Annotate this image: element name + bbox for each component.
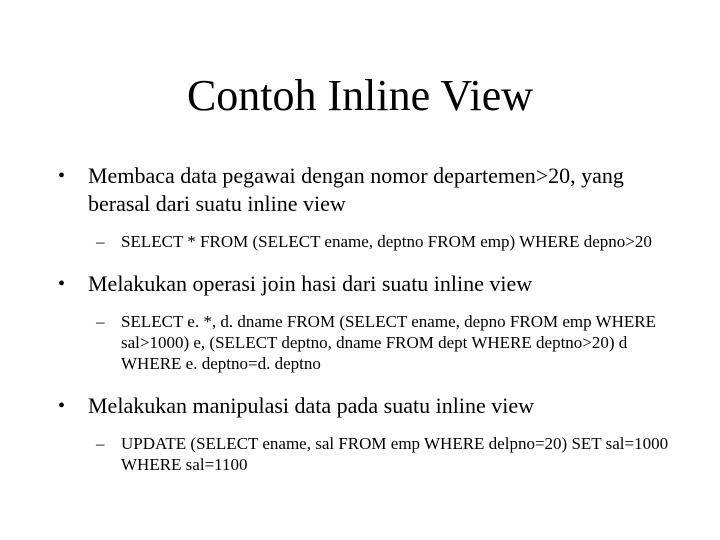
bullet-item-2 [58, 270, 678, 298]
bullet-marker: • [58, 165, 66, 187]
sub-text: SELECT e. *, d. dname FROM (SELECT ename, depno FROM emp WHERE sal>1000) e, (SELECT deptno, dname FROM dept WHERE deptno>20) d WHERE e. deptno=d. deptno [121, 312, 656, 373]
dash-marker: – [96, 232, 105, 251]
bullet-text: Melakukan manipulasi data pada suatu inline view [88, 393, 534, 418]
bullet-text: Melakukan operasi join hasi dari suatu inline view [88, 271, 533, 296]
bullet-marker: • [58, 273, 66, 295]
sub-item-3 [58, 433, 678, 475]
dash-marker: – [96, 434, 105, 453]
bullet-marker: • [58, 395, 66, 417]
bullet-item-3 [58, 392, 678, 420]
sub-item-1 [58, 231, 678, 252]
bullet-text: Membaca data pegawai dengan nomor departemen>20, yang berasal dari suatu inline view [88, 163, 624, 216]
sub-item-2 [58, 311, 678, 374]
slide-title: Contoh Inline View [186, 71, 534, 120]
bullet-list [58, 162, 678, 475]
dash-marker: – [96, 312, 105, 331]
sub-text: UPDATE (SELECT ename, sal FROM emp WHERE delpno=20) SET sal=1000 WHERE sal=1100 [121, 434, 669, 474]
sub-text: SELECT * FROM (SELECT ename, deptno FROM emp) WHERE depno>20 [121, 232, 652, 251]
bullet-item-1 [58, 162, 678, 218]
